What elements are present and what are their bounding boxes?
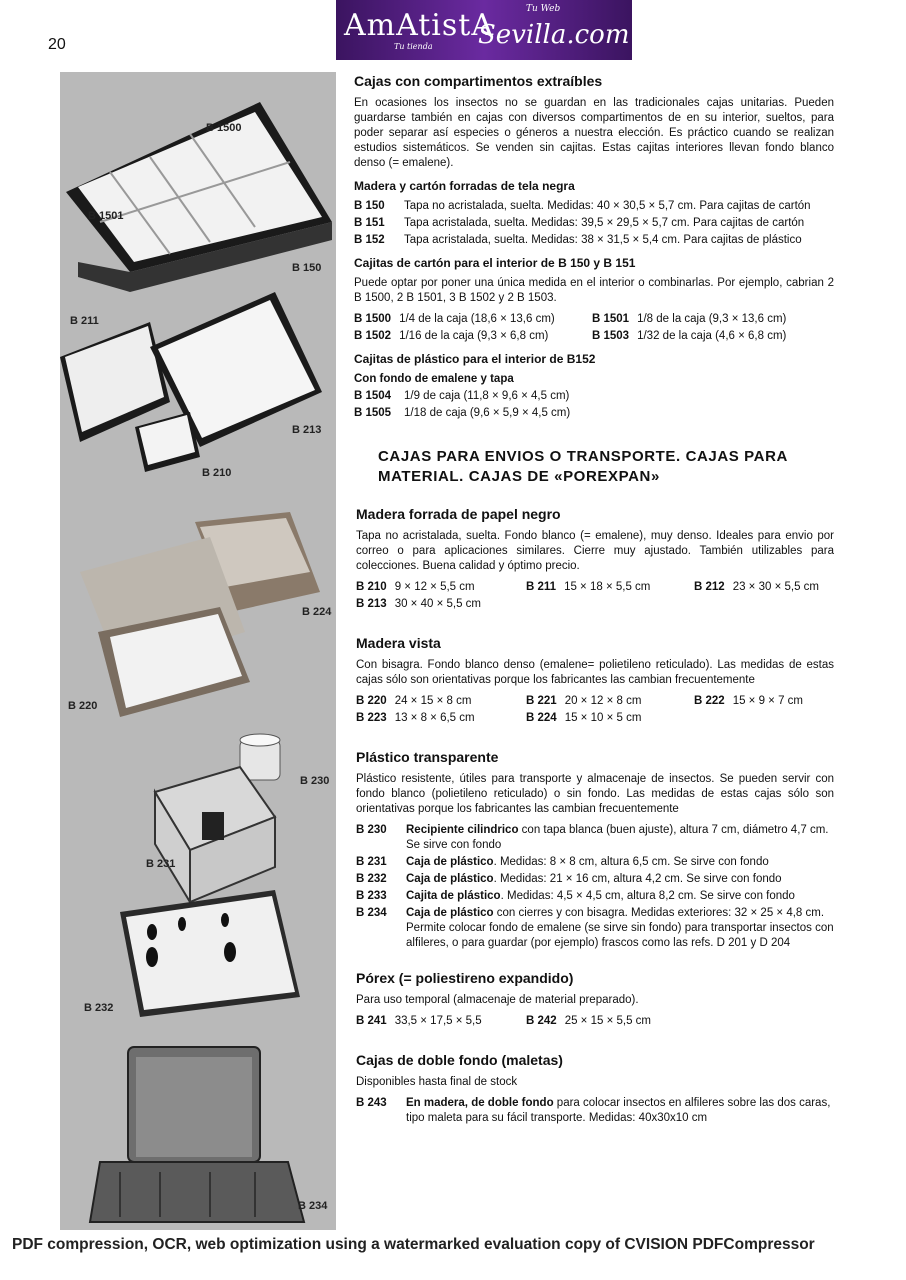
item-desc: 23 × 30 × 5,5 cm [732, 581, 819, 593]
item-name: Caja de plástico [406, 856, 494, 868]
grid-cell [526, 694, 694, 709]
item-code: B 1503 [592, 330, 630, 342]
plastic-boxes-illustration [155, 734, 280, 902]
item-grid [356, 694, 834, 726]
item-code: B 211 [526, 581, 557, 593]
item-name: Caja de plástico [406, 873, 494, 885]
section-intro: Plástico resistente, útiles para transporte y almacenaje de insectos. Se pueden servir con fondo blanco (polietileno reticulado) o sin fondo. Las medidas de estas cajas sólo son orientativas porque los fabricantes las cambian frecuentemente [356, 773, 834, 815]
wooden-boxes-illustration [80, 512, 320, 717]
item-code: B 231 [356, 856, 387, 868]
list-item [356, 1096, 834, 1126]
item-detail: . Medidas: 21 × 16 cm, altura 4,2 cm. Se sirve con fondo [493, 873, 782, 885]
logo-sub-text-2: Tu tienda [394, 42, 433, 51]
list-item [356, 823, 834, 853]
grid-cell [526, 711, 694, 726]
section-intro: Para uso temporal (almacenaje de material preparado). [356, 994, 639, 1006]
item-desc [406, 1096, 834, 1126]
item-desc: 20 × 12 × 8 cm [564, 695, 642, 707]
list-item [354, 199, 834, 214]
subsection-title: Cajitas de cartón para el interior de B 150 y B 151 [354, 256, 636, 270]
list-item [356, 872, 834, 887]
section-title: Cajas de doble fondo (maletas) [356, 1052, 563, 1068]
grid-cell [356, 711, 526, 726]
suitcase-box-illustration [90, 1047, 304, 1222]
list-item [356, 906, 834, 951]
item-detail: con tapa blanca (buen ajuste), altura 7 cm, diámetro 4,7 cm. Se sirve con fondo [406, 824, 829, 851]
subsection-title: Madera y cartón forradas de tela negra [354, 179, 575, 193]
item-desc: 1/32 de la caja (4,6 × 6,8 cm) [637, 330, 787, 342]
list-item [354, 406, 834, 421]
item-desc: Tapa no acristalada, suelta. Medidas: 40 × 30,5 × 5,7 cm. Para cajitas de cartón [404, 200, 811, 212]
section-intro: Disponibles hasta final de stock [356, 1076, 518, 1088]
black-boxes-illustration [60, 292, 322, 472]
product-illustrations [60, 72, 336, 1230]
item-code: B 1504 [354, 390, 392, 402]
item-code: B 233 [356, 890, 387, 902]
insect-box-illustration [120, 890, 300, 1017]
photo-label: B 230 [300, 775, 330, 787]
item-detail: con cierres y con bisagra. Medidas exteriores: 32 × 25 × 4,8 cm. Permite colocar fondo de emalene (se sirve sin fondo) para transportar insectos con alfileres, o para guardar (por ejemplo) frascos como las refs. D 201 y D 204 [406, 907, 834, 949]
photo-label: B 220 [68, 700, 98, 712]
item-code: B 1502 [354, 330, 392, 342]
item-code: B 212 [694, 581, 725, 593]
grid-cell [526, 580, 694, 595]
photo-label: B 1501 [88, 210, 124, 222]
item-desc: 15 × 9 × 7 cm [732, 695, 804, 707]
item-desc: 24 × 15 × 8 cm [394, 695, 472, 707]
item-desc: 15 × 10 × 5 cm [564, 712, 642, 724]
photo-label: B 210 [202, 467, 232, 479]
item-desc [406, 872, 834, 887]
catalog-content [354, 74, 834, 1128]
photo-label: B 234 [298, 1200, 328, 1212]
site-logo [336, 0, 632, 60]
item-desc: 1/9 de caja (11,8 × 9,6 × 4,5 cm) [404, 390, 570, 402]
item-code: B 221 [526, 695, 557, 707]
item-desc: 1/16 de la caja (9,3 × 6,8 cm) [399, 330, 549, 342]
page-number: 20 [48, 36, 66, 53]
photo-label: B 232 [84, 1002, 114, 1014]
item-grid [356, 580, 834, 612]
section-intro: En ocasiones los insectos no se guardan en las tradicionales cajas unitarias. Pueden guardarse también en cajas con diversos compartimentos de en su interior, sueltos, para poder separar así especies o géneros a nuestra elección. Es práctico cuando se realizan estudios sistemáticos. Se venden sin cajitas. Estas cajitas interiores llevan fondo blanco denso (= emalene). [354, 97, 834, 169]
item-code: B 223 [356, 712, 387, 724]
photo-label: B 150 [292, 262, 322, 274]
grid-cell [694, 694, 834, 709]
grid-cell [592, 312, 832, 327]
section-intro: Con bisagra. Fondo blanco denso (emalene= polietileno reticulado). Las medidas de estas cajas sólo son orientativas porque los fabricantes las cambian frecuentemente [356, 659, 834, 686]
item-code: B 1501 [592, 313, 630, 325]
main-title: CAJAS PARA ENVIOS O TRANSPORTE. CAJAS PARA MATERIAL. CAJAS DE «POREXPAN» [378, 448, 788, 485]
item-code: B 232 [356, 873, 387, 885]
item-name: Caja de plástico [406, 907, 494, 919]
grid-cell [526, 1014, 694, 1029]
photo-label: B 211 [70, 315, 99, 327]
section-title: Madera vista [356, 635, 441, 651]
subsection-label: Con fondo de emalene y tapa [354, 373, 514, 385]
photo-label: B 1500 [206, 122, 242, 134]
section-title: Cajas con compartimentos extraíbles [354, 73, 603, 89]
item-desc [406, 855, 834, 870]
grid-cell [354, 329, 592, 344]
item-code: B 220 [356, 695, 387, 707]
list-item [354, 216, 834, 231]
item-desc: Tapa acristalada, suelta. Medidas: 38 × 31,5 × 5,4 cm. Para cajitas de plástico [404, 234, 802, 246]
grid-cell [354, 312, 592, 327]
item-desc: 30 × 40 × 5,5 cm [394, 598, 481, 610]
logo-main-text: AmAtistA [344, 8, 495, 43]
item-name: Recipiente cilindrico [406, 824, 519, 836]
item-code: B 151 [354, 217, 385, 229]
item-code: B 243 [356, 1097, 387, 1109]
section-intro: Tapa no acristalada, suelta. Fondo blanco (= emalene), muy denso. Ideales para envio por correo o para aplicaciones similares. Cierre muy ajustado. También utilizables para colecciones. Buena calidad y óptimo precio. [356, 530, 834, 572]
item-grid [356, 1014, 834, 1029]
list-item [356, 889, 834, 904]
photo-label: B 224 [302, 606, 332, 618]
item-grid [354, 312, 834, 344]
item-code: B 241 [356, 1015, 387, 1027]
section-title: Pórex (= poliestireno expandido) [356, 970, 574, 986]
item-desc: 1/8 de la caja (9,3 × 13,6 cm) [637, 313, 787, 325]
item-desc: 15 × 18 × 5,5 cm [564, 581, 651, 593]
watermark-text: PDF compression, OCR, web optimization using a watermarked evaluation copy of CVISION PDFCompressor [12, 1236, 815, 1253]
grid-cell [694, 580, 834, 595]
product-photo-column [60, 72, 336, 1230]
grid-cell [356, 597, 526, 612]
photo-label: B 213 [292, 424, 322, 436]
item-code: B 1505 [354, 407, 392, 419]
section-madera-forrada [356, 507, 834, 1126]
item-code: B 213 [356, 598, 387, 610]
section-title: Madera forrada de papel negro [356, 506, 561, 522]
list-item [356, 855, 834, 870]
item-desc [406, 823, 834, 853]
item-code: B 222 [694, 695, 725, 707]
item-desc: 1/18 de caja (9,6 × 5,9 × 4,5 cm) [404, 407, 571, 419]
subsection-title: Cajitas de plástico para el interior de B152 [354, 352, 596, 366]
item-desc: 1/4 de la caja (18,6 × 13,6 cm) [399, 313, 555, 325]
item-code: B 242 [526, 1015, 557, 1027]
logo-sub-text-1: Tu Web [526, 4, 561, 14]
item-detail: . Medidas: 4,5 × 4,5 cm, altura 8,2 cm. Se sirve con fondo [500, 890, 795, 902]
list-item [354, 233, 834, 248]
item-desc: 13 × 8 × 6,5 cm [394, 712, 475, 724]
grid-cell [356, 580, 526, 595]
item-desc [406, 906, 834, 951]
item-code: B 210 [356, 581, 387, 593]
grid-cell [356, 694, 526, 709]
grid-cell [592, 329, 832, 344]
item-code: B 230 [356, 824, 387, 836]
logo-script-text: Sevilla.com [478, 20, 630, 50]
item-detail: . Medidas: 8 × 8 cm, altura 6,5 cm. Se sirve con fondo [493, 856, 769, 868]
item-code: B 150 [354, 200, 385, 212]
item-desc: 33,5 × 17,5 × 5,5 [394, 1015, 482, 1027]
item-name: En madera, de doble fondo [406, 1097, 554, 1109]
item-desc: Tapa acristalada, suelta. Medidas: 39,5 × 29,5 × 5,7 cm. Para cajitas de cartón [404, 217, 805, 229]
subsection-intro: Puede optar por poner una única medida en el interior o combinarlas. Por ejemplo, cabrian 2 B 1500, 2 B 1501, 3 B 1502 y 2 B 1503. [354, 277, 834, 304]
photo-label: B 231 [146, 858, 176, 870]
item-detail: para colocar insectos en alfileres sobre las dos caras, tipo maleta para su fácil transporte. Medidas: 40x30x10 cm [406, 1097, 831, 1124]
item-code: B 224 [526, 712, 557, 724]
section-title: Plástico transparente [356, 749, 499, 765]
list-item [354, 389, 834, 404]
item-desc: 9 × 12 × 5,5 cm [394, 581, 475, 593]
grid-cell [356, 1014, 526, 1029]
item-desc: 25 × 15 × 5,5 cm [564, 1015, 651, 1027]
item-code: B 234 [356, 907, 387, 919]
item-code: B 152 [354, 234, 385, 246]
item-name: Cajita de plástico [406, 890, 501, 902]
item-desc [406, 889, 834, 904]
item-code: B 1500 [354, 313, 392, 325]
